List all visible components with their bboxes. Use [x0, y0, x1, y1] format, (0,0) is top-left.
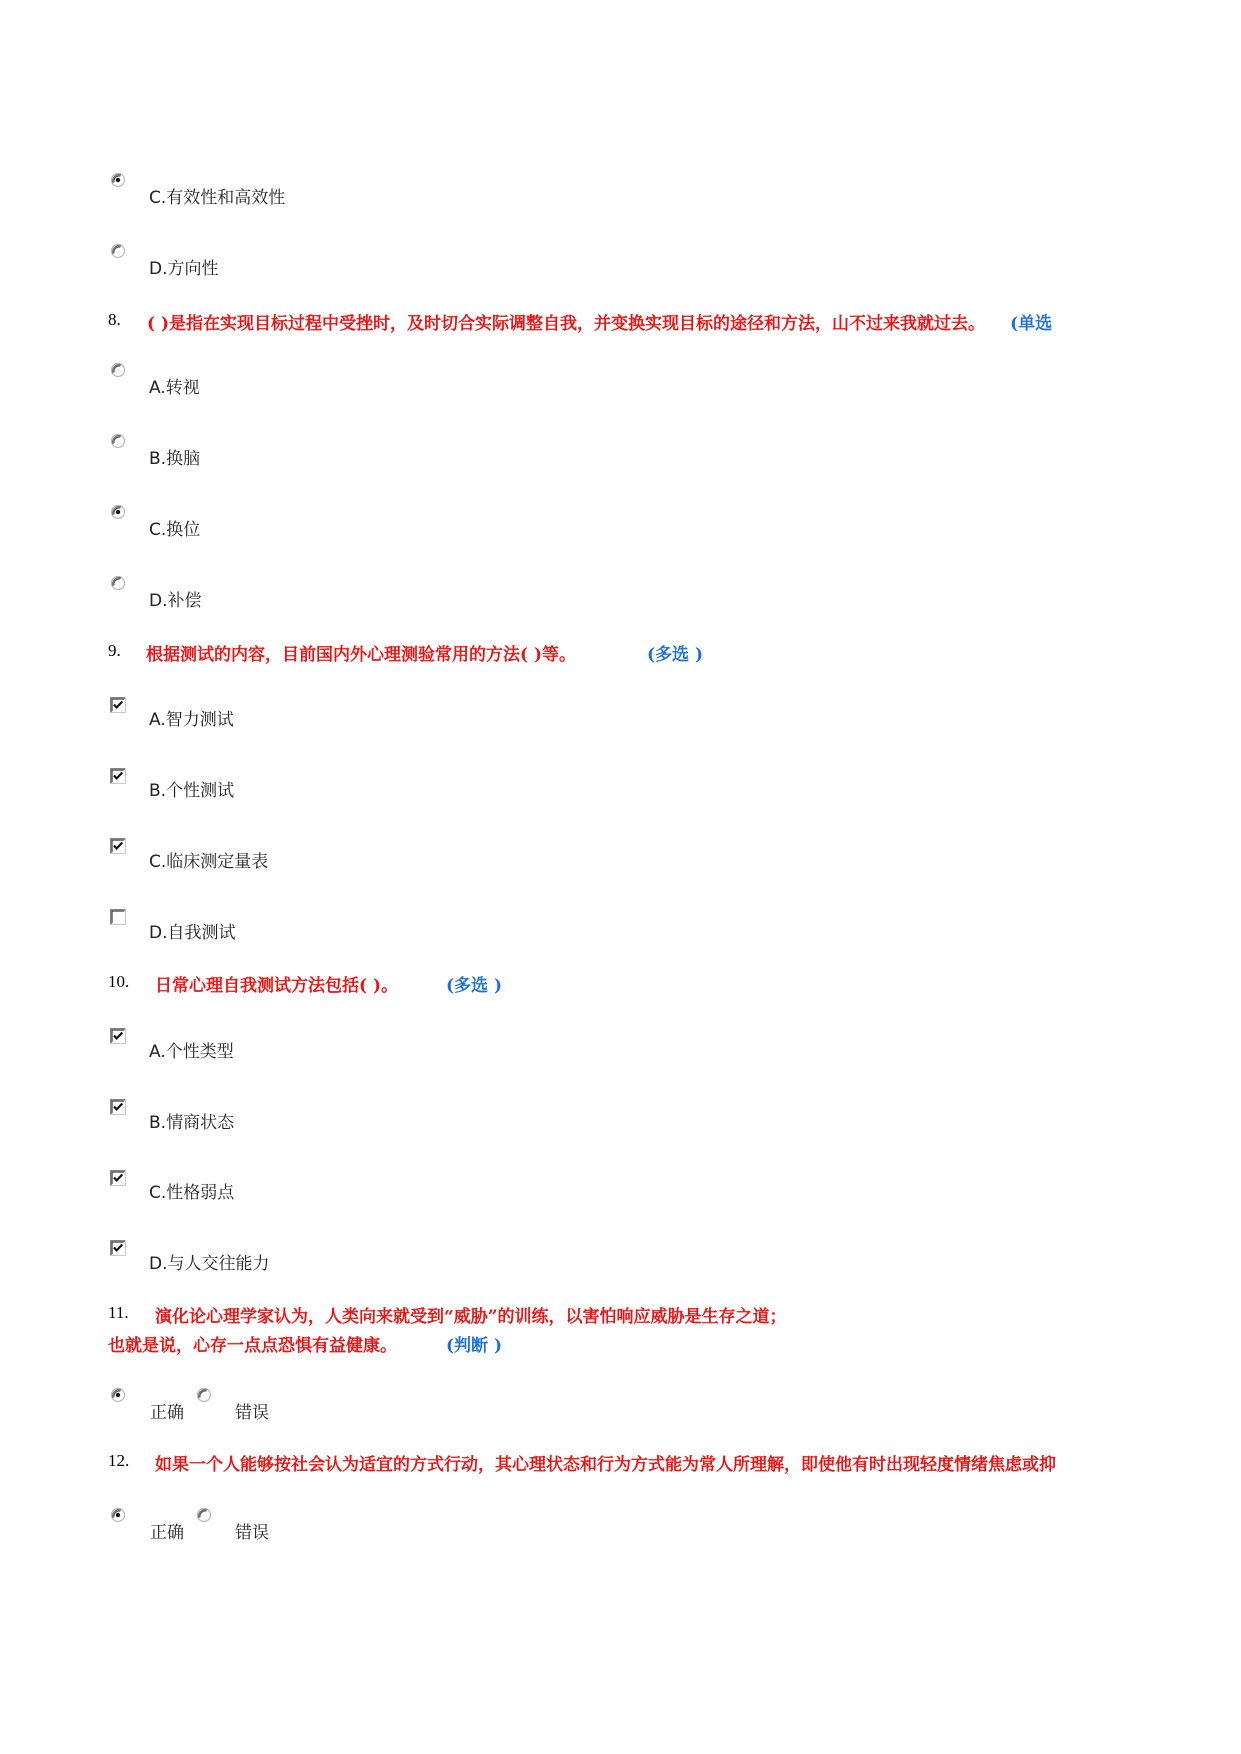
checkbox-q10-b[interactable]	[110, 1099, 126, 1115]
option-label-q10-d: D.与人交往能力	[149, 1254, 270, 1274]
question-type-11: (判断 )	[446, 1336, 503, 1356]
option-label-q7-c: C.有效性和高效性	[149, 188, 286, 208]
radio-q12-false[interactable]	[196, 1507, 212, 1523]
radio-q8-b[interactable]	[110, 433, 126, 449]
radio-q7-d[interactable]	[110, 243, 126, 259]
radio-q11-false[interactable]	[196, 1387, 212, 1403]
checkbox-q9-c[interactable]	[110, 838, 126, 854]
checkbox-q10-a[interactable]	[110, 1028, 126, 1044]
radio-q12-true[interactable]	[110, 1507, 126, 1523]
option-label-q10-a: A.个性类型	[149, 1042, 234, 1062]
radio-q8-c[interactable]	[110, 504, 126, 520]
option-label-q9-d: D.自我测试	[149, 923, 236, 943]
radio-q8-d[interactable]	[110, 575, 126, 591]
question-text-12: 如果一个人能够按社会认为适宜的方式行动，其心理状态和行为方式能为常人所理解，即使他有时出现轻度情绪焦虑或抑	[155, 1455, 1056, 1475]
radio-q8-a[interactable]	[110, 362, 126, 378]
question-12-line	[155, 1450, 1132, 1476]
checkbox-q9-b[interactable]	[110, 768, 126, 784]
question-number-10: 10.	[108, 972, 130, 991]
option-label-q9-a: A.智力测试	[149, 710, 234, 730]
option-label-q8-a: A.转视	[149, 378, 200, 398]
question-number-11: 11.	[108, 1303, 129, 1322]
option-label-q12-false: 错误	[235, 1523, 269, 1543]
question-type-10: (多选 )	[446, 976, 503, 996]
question-type-9: (多选 )	[647, 645, 704, 665]
option-label-q11-true: 正确	[150, 1403, 184, 1423]
question-number-9: 9.	[108, 641, 121, 660]
question-8-line	[147, 309, 1132, 335]
radio-q11-true[interactable]	[110, 1387, 126, 1403]
option-label-q8-c: C.换位	[149, 520, 201, 540]
option-label-q8-d: D.补偿	[149, 591, 202, 611]
option-label-q9-b: B.个性测试	[149, 781, 235, 801]
radio-q7-c[interactable]	[110, 172, 126, 188]
question-text-11: 演化论心理学家认为，人类向来就受到“威胁”的训练，以害怕响应威胁是生存之道；	[155, 1307, 787, 1327]
option-label-q11-false: 错误	[235, 1403, 269, 1423]
checkbox-q10-d[interactable]	[110, 1240, 126, 1256]
question-text-9: 根据测试的内容，目前国内外心理测验常用的方法( )等。	[146, 645, 577, 665]
question-number-12: 12.	[108, 1451, 130, 1470]
question-type-8: (单选	[1010, 314, 1053, 334]
checkbox-q9-a[interactable]	[110, 697, 126, 713]
checkbox-q10-c[interactable]	[110, 1170, 126, 1186]
checkbox-q9-d[interactable]	[110, 909, 126, 925]
option-label-q8-b: B.换脑	[149, 449, 201, 469]
option-label-q10-b: B.情商状态	[149, 1113, 235, 1133]
option-label-q10-c: C.性格弱点	[149, 1183, 235, 1203]
option-label-q7-d: D.方向性	[149, 259, 219, 279]
option-label-q12-true: 正确	[150, 1523, 184, 1543]
option-label-q9-c: C.临床测定量表	[149, 852, 269, 872]
question-number-8: 8.	[108, 310, 121, 329]
question-text-10: 日常心理自我测试方法包括( )。	[155, 976, 399, 996]
question-text-8: ( )是指在实现目标过程中受挫时，及时切合实际调整自我，并变换实现目标的途径和方法，山不过来我就过去。	[147, 314, 986, 334]
question-text-11-line2: 也就是说，心存一点点恐惧有益健康。	[108, 1336, 397, 1356]
